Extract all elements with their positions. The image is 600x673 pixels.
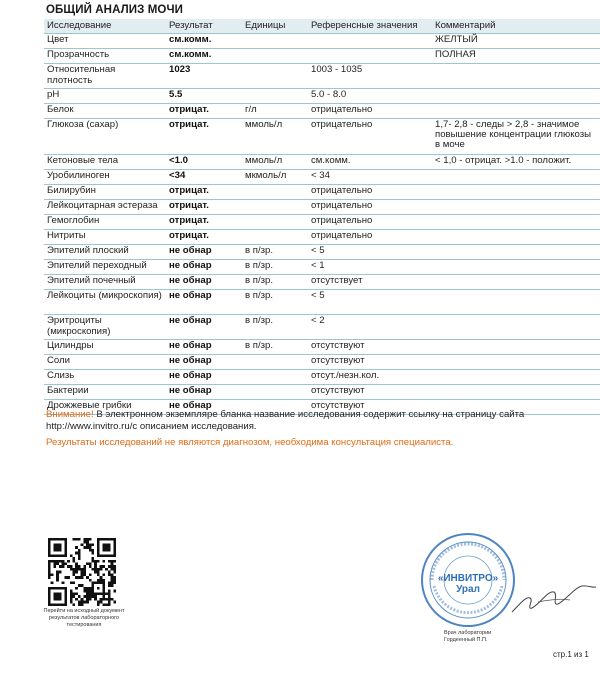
test-name: Эпителий переходный: [44, 260, 166, 275]
test-comment: [432, 355, 600, 370]
header-test: Исследование: [44, 19, 166, 34]
test-unit: [242, 385, 308, 400]
test-result: не обнар: [166, 275, 242, 290]
test-reference: отсутствуют: [308, 340, 432, 355]
test-name: Лейкоцитарная эстераза: [44, 200, 166, 215]
test-unit: в п/зр.: [242, 290, 308, 315]
test-comment: [432, 89, 600, 104]
test-comment: ПОЛНАЯ: [432, 49, 600, 64]
table-row: [44, 385, 600, 400]
table-row: [44, 104, 600, 119]
table-row: [44, 275, 600, 290]
test-unit: в п/зр.: [242, 260, 308, 275]
test-name: Цилиндры: [44, 340, 166, 355]
test-unit: ммоль/л: [242, 119, 308, 155]
test-unit: [242, 185, 308, 200]
test-reference: [308, 34, 432, 49]
test-comment: [432, 370, 600, 385]
notice-text: В электронном экземпляре бланка название исследования содержит ссылку на страницу сайта http://www.invitro.ru/c описанием исследования.: [46, 409, 525, 432]
test-reference: отрицательно: [308, 104, 432, 119]
test-unit: [242, 49, 308, 64]
table-row: [44, 215, 600, 230]
notice: [46, 409, 566, 433]
table-row: [44, 119, 600, 155]
lab-stamp-icon: [418, 530, 518, 630]
test-reference: отрицательно: [308, 185, 432, 200]
header-result: Результат: [166, 19, 242, 34]
test-name: Лейкоциты (микроскопия): [44, 290, 166, 315]
notice-warning: Внимание!: [46, 409, 94, 420]
test-result: отрицат.: [166, 200, 242, 215]
test-name: Эритроциты (микроскопия): [44, 315, 166, 340]
test-unit: в п/зр.: [242, 245, 308, 260]
test-result: не обнар: [166, 260, 242, 275]
test-reference: 5.0 - 8.0: [308, 89, 432, 104]
test-name: Соли: [44, 355, 166, 370]
table-row: [44, 89, 600, 104]
test-unit: мкмоль/л: [242, 170, 308, 185]
header-comment: Комментарий: [432, 19, 600, 34]
test-name: Относительная плотность: [44, 64, 166, 89]
table-row: [44, 245, 600, 260]
test-comment: [432, 230, 600, 245]
table-row: [44, 260, 600, 275]
table-row: [44, 230, 600, 245]
test-comment: ЖЕЛТЫЙ: [432, 34, 600, 49]
test-reference: отрицательно: [308, 200, 432, 215]
results-table: [44, 19, 600, 415]
table-row: [44, 290, 600, 315]
doctor-role: Врач лаборатории: [444, 630, 492, 636]
test-comment: [432, 64, 600, 89]
test-comment: [432, 290, 600, 315]
test-result: не обнар: [166, 400, 242, 415]
test-result: см.комм.: [166, 34, 242, 49]
test-reference: < 5: [308, 290, 432, 315]
test-name: Прозрачность: [44, 49, 166, 64]
test-reference: отсут./незн.кол.: [308, 370, 432, 385]
test-result: см.комм.: [166, 49, 242, 64]
test-result: не обнар: [166, 245, 242, 260]
test-comment: 1,7- 2,8 - следы > 2,8 - значимое повышение концентрации глюкозы в моче: [432, 119, 600, 155]
test-reference: см.комм.: [308, 155, 432, 170]
table-row: [44, 340, 600, 355]
test-name: Кетоновые тела: [44, 155, 166, 170]
signature-icon: [508, 578, 598, 618]
test-result: не обнар: [166, 315, 242, 340]
test-comment: [432, 170, 600, 185]
test-name: Эпителий плоский: [44, 245, 166, 260]
test-result: <1.0: [166, 155, 242, 170]
test-result: 1023: [166, 64, 242, 89]
test-comment: [432, 385, 600, 400]
test-comment: [432, 185, 600, 200]
test-name: Уробилиноген: [44, 170, 166, 185]
table-row: [44, 64, 600, 89]
disclaimer: Результаты исследований не являются диагнозом, необходима консультация специалиста.: [46, 437, 454, 448]
test-name: Белок: [44, 104, 166, 119]
table-header-row: [44, 19, 600, 34]
table-row: [44, 170, 600, 185]
test-reference: < 1: [308, 260, 432, 275]
test-comment: [432, 215, 600, 230]
test-unit: [242, 64, 308, 89]
doctor-name: Гордеенный П.П.: [444, 637, 488, 643]
test-reference: отрицательно: [308, 230, 432, 245]
test-reference: отрицательно: [308, 215, 432, 230]
test-reference: отрицательно: [308, 119, 432, 155]
test-comment: [432, 260, 600, 275]
test-reference: отсутствуют: [308, 355, 432, 370]
test-reference: [308, 49, 432, 64]
test-result: отрицат.: [166, 119, 242, 155]
test-result: отрицат.: [166, 215, 242, 230]
table-row: [44, 185, 600, 200]
table-row: [44, 34, 600, 49]
test-result: не обнар: [166, 340, 242, 355]
test-comment: [432, 275, 600, 290]
test-unit: [242, 89, 308, 104]
table-row: [44, 315, 600, 340]
test-reference: < 5: [308, 245, 432, 260]
test-result: не обнар: [166, 370, 242, 385]
test-name: Гемоглобин: [44, 215, 166, 230]
table-row: [44, 200, 600, 215]
test-comment: [432, 340, 600, 355]
test-unit: [242, 355, 308, 370]
test-result: не обнар: [166, 290, 242, 315]
doctor-block: [444, 630, 534, 644]
test-unit: в п/зр.: [242, 275, 308, 290]
test-name: Дрожжевые грибки: [44, 400, 166, 415]
test-result: <34: [166, 170, 242, 185]
test-reference: отсутствуют: [308, 385, 432, 400]
test-result: отрицат.: [166, 104, 242, 119]
test-result: 5.5: [166, 89, 242, 104]
table-body: [44, 34, 600, 415]
table-row: [44, 370, 600, 385]
table-row: [44, 355, 600, 370]
test-comment: < 1,0 - отрицат. >1.0 - положит.: [432, 155, 600, 170]
test-unit: [242, 370, 308, 385]
test-name: Цвет: [44, 34, 166, 49]
header-reference: Референсные значения: [308, 19, 432, 34]
test-name: Глюкоза (сахар): [44, 119, 166, 155]
test-result: не обнар: [166, 355, 242, 370]
qr-caption: Перейти на исходный документ результатов лабораторного тестирования: [43, 608, 125, 628]
test-reference: отсутствуют: [308, 400, 432, 415]
stamp-line2: Урал: [456, 584, 480, 595]
test-reference: 1003 - 1035: [308, 64, 432, 89]
table-row: [44, 49, 600, 64]
test-comment: [432, 200, 600, 215]
test-unit: [242, 230, 308, 245]
test-name: Нитриты: [44, 230, 166, 245]
test-name: Билирубин: [44, 185, 166, 200]
test-comment: [432, 315, 600, 340]
test-unit: [242, 34, 308, 49]
table-row: [44, 155, 600, 170]
test-unit: [242, 200, 308, 215]
test-unit: г/л: [242, 104, 308, 119]
test-result: отрицат.: [166, 185, 242, 200]
test-unit: [242, 215, 308, 230]
test-unit: в п/зр.: [242, 315, 308, 340]
test-reference: отсутствует: [308, 275, 432, 290]
test-reference: < 2: [308, 315, 432, 340]
qr-code-icon[interactable]: [48, 538, 116, 606]
test-name: Эпителий почечный: [44, 275, 166, 290]
test-result: отрицат.: [166, 230, 242, 245]
test-comment: [432, 245, 600, 260]
test-unit: ммоль/л: [242, 155, 308, 170]
test-unit: в п/зр.: [242, 340, 308, 355]
report-title: ОБЩИЙ АНАЛИЗ МОЧИ: [46, 4, 184, 16]
test-name: Слизь: [44, 370, 166, 385]
test-name: pH: [44, 89, 166, 104]
test-reference: < 34: [308, 170, 432, 185]
test-comment: [432, 104, 600, 119]
test-name: Бактерии: [44, 385, 166, 400]
stamp-line1: «ИНВИТРО»: [437, 573, 499, 584]
page-number: стр.1 из 1: [553, 650, 589, 659]
header-unit: Единицы: [242, 19, 308, 34]
test-result: не обнар: [166, 385, 242, 400]
